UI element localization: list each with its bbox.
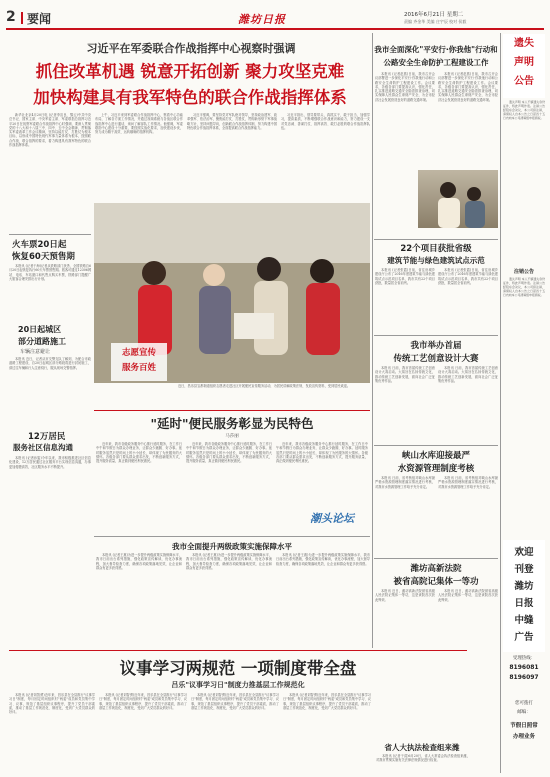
right-story5-title-line2: 被省高院记集体一等功 xyxy=(393,577,479,587)
side-bar-notices: 遗失声明 本人不慎遗失身份证件，特此声明作废。注销公告 经股东会决议，本公司拟注销，请债权人自本公告之日起四十五日内向本公司清算组申报债权。 xyxy=(503,100,545,120)
right-col-divider xyxy=(372,33,373,648)
story2-body: 本报讯 近日，记者从市交警支队了解到，为配合市政道路工程建设，自20日起城区部分路段将进行封闭施工，请过往车辆和行人注意绕行，服从现场交警指挥。 xyxy=(9,357,91,370)
bottom-left-rule xyxy=(94,536,370,537)
photo-caption: 近日，昌乐县宝都街道组织志愿者走进社区开展便民宣传服务活动，为居民讲解政策法规、发放宣传资料，受到居民欢迎。 xyxy=(178,384,351,388)
side-bar-divider xyxy=(500,33,501,773)
column-logo-text: 潮头论坛 xyxy=(310,512,354,525)
masthead-rule xyxy=(6,28,544,30)
side-bar-phone xyxy=(503,655,545,681)
right-story6-title: 省人大执法检查组来潍 xyxy=(384,743,460,752)
lead-col-2: 上午，习近平来到军委联合作战指挥中心，察看中心功能布局，了解各方面工作情况，并通过视频系统与各战区联合作战指挥中心进行通话，询问了解部队工作情况。他强调，军委联指中心建设十分重要，要按照实战化要求，加快建设步伐，努力成为精干高效、运转顺畅的指挥机构。 xyxy=(95,113,183,135)
date-line: 2016年6月21日 星期二 xyxy=(404,12,464,18)
promo-line-6: 广告 xyxy=(514,632,534,643)
bottom-left-col-3: 本报讯 (记者王惠)为进一步提升两级政策实施保障水平，我市日前出台系列措施，强化政策宣传解读，优化办事流程，加大督导检查力度，确保各项政策落地见效，让企业和群众有更多获得感。 xyxy=(276,553,370,566)
right-inset-photo xyxy=(418,170,498,228)
promo-line-3: 潍坊 xyxy=(514,581,534,592)
right-story5-title-line1: 潍坊高新法院 xyxy=(410,564,462,574)
middle-story-col-1: 近年来，我市各级政务服务中心推行延时服务，在工作日中午和节假日为群众办理业务，让群众少跑腿、好办事。延时服务虽然只是时间上的小小延长，却体现了为民服务的大情怀。各级各部门要从群众需求出发，不断创新服务方式，提升服务质量，真正做到便民利民惠民。 xyxy=(96,442,182,464)
right-story4-title-line2: 水资源管理制度考核 xyxy=(397,464,475,474)
promo-line-1: 欢迎 xyxy=(514,547,534,558)
side-bar-notices-2: 遗失声明 本人不慎遗失身份证件，特此声明作废。注销公告 经股东会决议，本公司拟注销，请债权人自本公告之日起四十五日内向本公司清算组申报债权。 xyxy=(503,277,545,297)
right-story3-rule xyxy=(374,335,498,336)
side-bar-footer xyxy=(503,700,545,740)
right-story1-col-2: 本报讯 (记者赵燕)日前，我市召开会议部署进一步深化平安行·你我他行动和公路安全生命防护工程建设工作。会议要求，各级各部门要提高认识，强化责任，扎实推进道路交通安全隐患排查治理，切实保障人民群众生命财产安全，为全市经济社会发展营造良好的道路交通环境。 xyxy=(438,72,498,102)
bottom-banner-title: 议事学习两规范 一项制度带全盘 xyxy=(119,659,357,678)
right-story3-title-line2: 传统工艺创意设计大赛 xyxy=(393,354,479,364)
right-story2-title-line1: 22个项目获批省级 xyxy=(400,244,472,254)
right-story1-col-1: 本报讯 (记者赵燕)日前，我市召开会议部署进一步深化平安行·你我他行动和公路安全生命防护工程建设工作。会议要求，各级各部门要提高认识，强化责任，扎实推进道路交通安全隐患排查治理，切实保障人民群众生命财产安全，为全市经济社会发展营造良好的道路交通环境。 xyxy=(375,72,435,102)
story1-body: 本报讯 (记者于海)记者从铁路部门获悉，全国铁路自6月20日起恢复执行60天车票预售期。旅客可通过12306网站、电话、车站窗口和代售点购买车票，铁路部门提醒广大旅客合理安排出行计划。 xyxy=(9,264,91,281)
paper-name: 潍坊日报 xyxy=(238,13,286,26)
side-bar-title2: 声明 xyxy=(514,57,534,68)
right-story2-col-1: 本报讯 (记者张霞)日前，省住房城乡建设厅公布了2016年度建筑节能与绿色建筑试点示范项目名单，我市共有22个项目获批，数量居全省前列。 xyxy=(375,268,435,285)
lead-col-3: 习近平强调，要坚持党对军队绝对领导，坚持政治建军、改革强军、依法治军，聚焦能打仗、打胜仗，贯彻新形势下军事战略方针，坚持问题导向，创新联合作战指挥体制，努力构建中国特色联合作战指挥体系，全面提高联合作战指挥能力。 xyxy=(187,113,277,130)
section-title: 要闻 xyxy=(27,12,52,26)
story3-title-line1: 12万居民 xyxy=(28,432,66,442)
phone-number-1: 8196081 xyxy=(509,664,539,671)
right-story4-col-2: 本报讯 日前，省考核组对峡山水库最严格水资源管理制度落实情况进行考核，对我市水资源管理工作给予充分肯定。 xyxy=(438,476,498,489)
right-story2-title-line2: 建筑节能与绿色建筑试点示范 xyxy=(387,256,485,265)
phone-label: 受理热线： xyxy=(512,656,536,661)
photo-badge xyxy=(111,343,167,381)
middle-story-rule xyxy=(94,410,370,411)
right-story3-col-1: 本报讯 日前，我市首届传统工艺创意设计大赛启动。大赛旨在弘扬传统文化，推动传统工艺创新发展，面向社会广泛征集优秀作品。 xyxy=(375,366,435,383)
right-story5-col-2: 本报讯 近日，潍坊高新法院被省高级人民法院记集体一等功，这是该院首次获此殊荣。 xyxy=(438,589,498,602)
editor-line: 责编 齐金华 美编 庄宇辰 校对 侯毅 xyxy=(404,19,467,24)
middle-story-col-2: 近年来，我市各级政务服务中心推行延时服务，在工作日中午和节假日为群众办理业务，让群众少跑腿、好办事。延时服务虽然只是时间上的小小延长，却体现了为民服务的大情怀。各级各部门要从群众需求出发，不断创新服务方式，提升服务质量，真正做到便民利民惠民。 xyxy=(186,442,272,464)
lead-title-line1: 抓住改革机遇 锐意开拓创新 聚力攻坚克难 xyxy=(35,62,345,81)
column-logo xyxy=(296,505,368,531)
lead-col-4: 习近平指出，领导要带头，真抓实干，敢于担当，加强学习，提高素质，不断增强联合作战意识和能力，努力建设一支对党忠诚、善谋打仗、指挥高效、敢打必胜的联合作战指挥队伍。 xyxy=(281,113,370,130)
bottom-banner-col-3: 本报讯 (记者刘智勇)近年来，昌乐县在全县推行"议事学习日"制度，每月固定时间组织村"两委"成员和党员集中学习、议事，规范了基层组织议事程序，提升了党员干部素质，推动了基层工作规范化、制度化，受到广大党员群众的好评。 xyxy=(191,693,279,710)
right-story6-body: 本报讯 (记者于清)6月20日，省人大常委会执法检查组来潍，对我市贯彻实施有关法律法规情况进行检查。 xyxy=(376,754,470,763)
side-bar-promo xyxy=(503,540,545,652)
right-story4-col-1: 本报讯 日前，省考核组对峡山水库最严格水资源管理制度落实情况进行考核，对我市水资源管理工作给予充分肯定。 xyxy=(375,476,435,489)
right-story5-rule xyxy=(374,558,498,559)
footer-line-2: 邮编： xyxy=(517,710,531,715)
footer-line-4: 办理业务 xyxy=(512,734,535,740)
right-story1-title-line2: 公路安全生命防护工程建设工作 xyxy=(383,58,489,67)
promo-line-4: 日报 xyxy=(514,598,534,609)
side-bar-title1: 遗失 xyxy=(514,38,534,49)
page-number: 2 xyxy=(6,9,16,25)
side-bar-title3: 公告 xyxy=(514,76,534,87)
story2-title-line2: 部分道路施工 xyxy=(18,337,66,346)
right-story2-rule xyxy=(374,239,498,240)
right-story1-title-line1: 我市全面深化"平安行·你我他"行动和 xyxy=(374,45,498,54)
story2-title-line3: 车辆注意避让 xyxy=(20,349,51,355)
right-story4-rule xyxy=(374,445,498,446)
right-story3-title-line1: 我市举办首届 xyxy=(410,341,462,351)
bottom-banner-subtitle: 吕乐"议事学习日"制度力推基层工作规范化 xyxy=(171,681,305,689)
right-story4-title-line1: 峡山水库迎接最严 xyxy=(401,451,470,461)
story3-body: 本报讯 (记者孙姿)今年以来，我市积极推进社区信息化建设，12万居民通过社区服务平台实现信息沟通，办事更加便捷高效，社区服务水平不断提升。 xyxy=(9,456,91,469)
photo-badge-line1: 志愿宣传 xyxy=(121,348,156,358)
footer-line-3: 节假日照常 xyxy=(510,723,538,729)
side-bar-header xyxy=(503,34,545,98)
right-story5-col-1: 本报讯 近日，潍坊高新法院被省高级人民法院记集体一等功，这是该院首次获此殊荣。 xyxy=(375,589,435,602)
photo-badge-line2: 服务百姓 xyxy=(121,363,156,373)
right-inset-scene xyxy=(418,170,498,228)
bottom-banner-col-2: 本报讯 (记者刘智勇)近年来，昌乐县在全县推行"议事学习日"制度，每月固定时间组织村"两委"成员和党员集中学习、议事，规范了基层组织议事程序，提升了党员干部素质，推动了基层工作规范化、制度化，受到广大党员群众的好评。 xyxy=(99,693,187,710)
lead-kicker: 习近平在军委联合作战指挥中心视察时强调 xyxy=(86,42,296,55)
bottom-banner-col-1: 本报讯 (记者刘智勇)近年来，昌乐县在全县推行"议事学习日"制度，每月固定时间组织村"两委"成员和党员集中学习、议事，规范了基层组织议事程序，提升了党员干部素质，推动了基层工作规范化、制度化，受到广大党员群众的好评。 xyxy=(9,693,95,715)
side-bar-ads-title: 注销公告 xyxy=(513,269,534,275)
story1-title-line2: 恢复60天预售期 xyxy=(12,252,75,262)
bottom-banner-rule xyxy=(9,650,467,651)
left-col-divider xyxy=(9,234,91,235)
bottom-left-col-2: 本报讯 (记者王惠)为进一步提升两级政策实施保障水平，我市日前出台系列措施，强化政策宣传解读，优化办事流程，加大督导检查力度，确保各项政策落地见效，让企业和群众有更多获得感。 xyxy=(186,553,272,570)
footer-line-1: 您可拨打 xyxy=(515,701,533,706)
right-story3-col-2: 本报讯 日前，我市首届传统工艺创意设计大赛启动。大赛旨在弘扬传统文化，推动传统工艺创新发展，面向社会广泛征集优秀作品。 xyxy=(438,366,498,383)
middle-story-byline: 马莎丽 xyxy=(225,434,239,439)
promo-line-2: 刊登 xyxy=(514,564,534,575)
phone-number-2: 8196097 xyxy=(509,674,539,681)
promo-line-5: 中缝 xyxy=(514,615,534,626)
lead-col-1: 新华社北京4月20日电 (记者李宣良、黎云)中共中央总书记、国家主席、中央军委主席、军委联指总指挥习近平20日在视察军委联合作战指挥中心时强调，要深入贯彻党的十八大和十八届三中、四中、五中全会精神，贯彻落实军委改革工作会议精神，坚持以能打仗、打胜仗为根本目标，以形成中国特色现代军事力量体系为根本，按照联合作战、联合指挥的要求，着力构建具有我军特色的联合作战指挥体系。 xyxy=(9,113,91,148)
middle-story-title: "延时"便民服务彰显为民特色 xyxy=(150,416,314,431)
bottom-banner-col-4: 本报讯 (记者刘智勇)近年来，昌乐县在全县推行"议事学习日"制度，每月固定时间组织村"两委"成员和党员集中学习、议事，规范了基层组织议事程序，提升了党员干部素质，推动了基层工作规范化、制度化，受到广大党员群众的好评。 xyxy=(283,693,371,710)
right-story2-col-2: 本报讯 (记者张霞)日前，省住房城乡建设厅公布了2016年度建筑节能与绿色建筑试点示范项目名单，我市共有22个项目获批，数量居全省前列。 xyxy=(438,268,498,285)
story3-title-line2: 服务社区信息沟通 xyxy=(13,443,73,452)
story1-title-line1: 火车票20日起 xyxy=(12,240,67,250)
story2-title-line1: 20日起城区 xyxy=(18,325,62,334)
lead-title-line2: 加快构建具有我军特色的联合作战指挥体系 xyxy=(33,88,347,107)
leaflet xyxy=(234,313,274,339)
bottom-left-title: 我市全面提升两级政策实施保障水平 xyxy=(172,542,292,551)
bottom-left-col-1: 本报讯 (记者王惠)为进一步提升两级政策实施保障水平，我市日前出台系列措施，强化政策宣传解读，优化办事流程，加大督导检查力度，确保各项政策落地见效，让企业和群众有更多获得感。 xyxy=(96,553,182,570)
section-bar-icon xyxy=(21,12,23,24)
middle-story-col-3: 近年来，我市各级政务服务中心推行延时服务，在工作日中午和节假日为群众办理业务，让群众少跑腿、好办事。延时服务虽然只是时间上的小小延长，却体现了为民服务的大情怀。各级各部门要从群众需求出发，不断创新服务方式，提升服务质量，真正做到便民利民惠民。 xyxy=(276,442,368,464)
